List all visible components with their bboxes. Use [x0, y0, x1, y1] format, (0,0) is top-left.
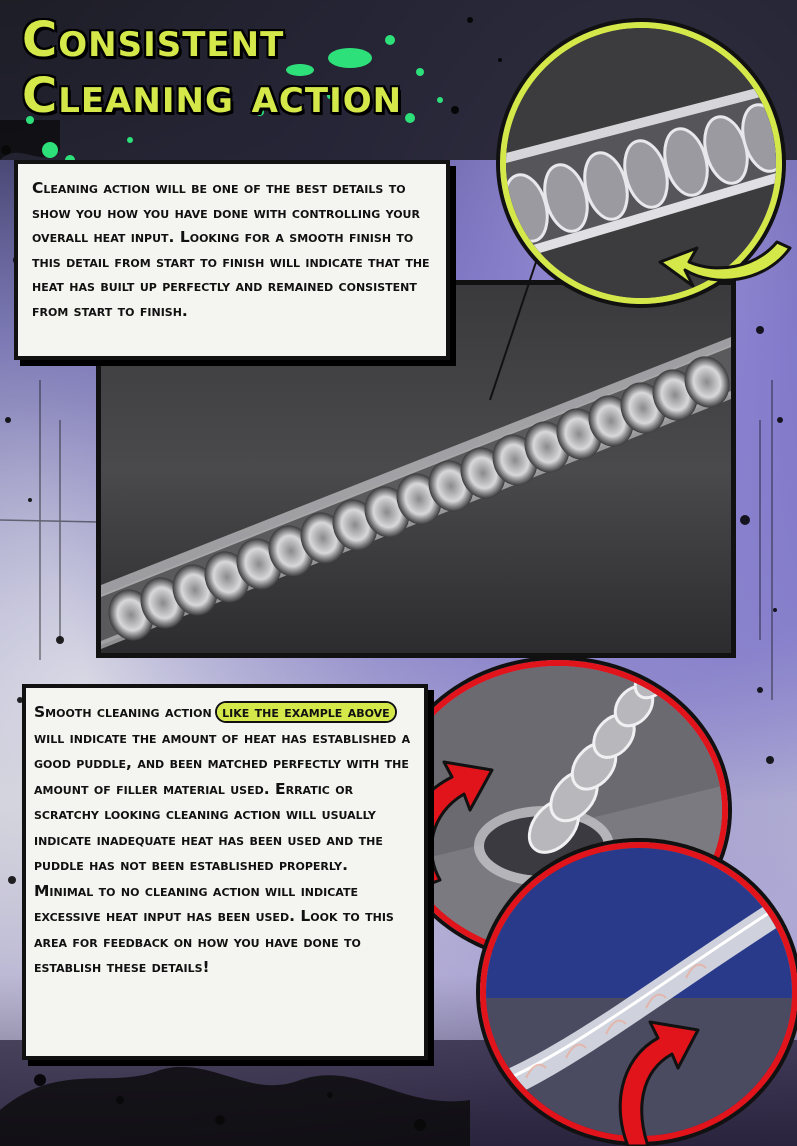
title-line-2: Cleaning action — [22, 68, 403, 124]
text-box-explanation — [22, 684, 428, 1060]
title-line-1: Consistent — [22, 12, 285, 68]
intro-text: Cleaning action will be one of the best details to show you how you have done with controlling your overall heat input. Looking for a smooth finish to this detail from start to finish will indicate that the heat has built up perfectly and remained consistent from start to finish. — [32, 179, 430, 320]
curved-arrow-icon — [655, 228, 795, 298]
highlight-badge: like the example above — [217, 703, 395, 721]
text-box-intro — [14, 160, 450, 360]
curved-arrow-icon — [598, 1010, 708, 1146]
explanation-lead: Smooth cleaning action — [34, 703, 212, 721]
callout-line — [480, 250, 550, 410]
explanation-rest: will indicate the amount of heat has established a good puddle, and been matched perfectly with the amount of filler material used. Erratic or scratchy looking cleaning action will usually indicate inadequate heat has been used and the puddle has not been established properly. Minimal to no cleaning action will indicate excessive heat input has been used. Look to this area for feedback on how you have done to establish these details! — [34, 728, 411, 976]
page-title — [22, 12, 402, 124]
